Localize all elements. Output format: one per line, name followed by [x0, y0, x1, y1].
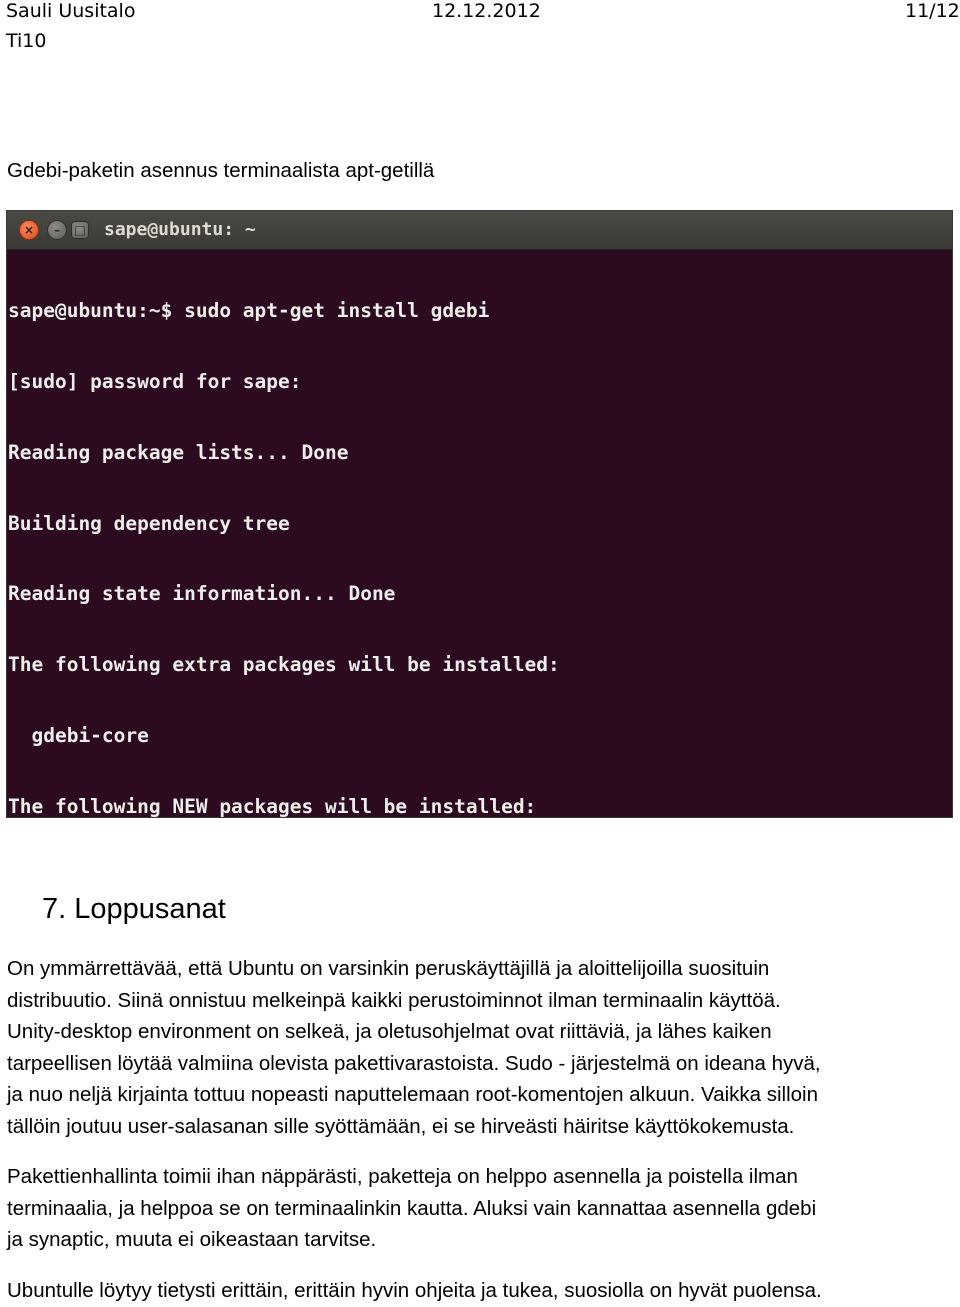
header-date: 12.12.2012 — [432, 0, 541, 22]
header-author: Sauli Uusitalo — [6, 0, 136, 22]
paragraph-conclusion — [7, 953, 821, 1143]
minimize-button[interactable] — [47, 220, 67, 240]
paragraph-line: ja nuo neljä kirjainta tottuu nopeasti naputtelemaan root-komentojen alkuun. Vaikka silloin — [7, 1083, 819, 1107]
paragraph-line: On ymmärrettävää, että Ubuntu on varsinkin peruskäyttäjillä ja aloittelijoilla suosituin — [7, 957, 770, 980]
paragraph-package-management — [7, 1161, 816, 1256]
terminal-line: The following extra packages will be installed: — [8, 653, 560, 677]
screenshot-caption: Gdebi-paketin asennus terminaalista apt-getillä — [7, 159, 435, 182]
section-heading: 7. Loppusanat — [42, 893, 226, 925]
terminal-line: [sudo] password for sape: — [8, 369, 302, 393]
terminal-output[interactable] — [7, 252, 952, 818]
close-icon: × — [23, 223, 35, 237]
paragraph-line: Pakettienhallinta toimii ihan näppärästi, paketteja on helppo asennella ja poistella ilman — [7, 1165, 798, 1188]
minimize-icon: – — [54, 223, 60, 237]
terminal-line: The following NEW packages will be installed: — [8, 794, 537, 818]
paragraph-support — [7, 1275, 822, 1307]
terminal-line: gdebi-core — [8, 723, 149, 747]
paragraph-line: distribuutio. Siinä onnistuu melkeinpä kaikki perustoiminnot ilman terminaalin käyttöä. — [7, 988, 781, 1012]
paragraph-line: ja synaptic, muuta ei oikeastaan tarvitse. — [7, 1228, 377, 1252]
terminal-line: Reading state information... Done — [8, 582, 396, 606]
paragraph-line: terminaalia, ja helppoa se on terminaalinkin kautta. Aluksi vain kannattaa asennella gdebi — [7, 1196, 817, 1220]
paragraph-line: tällöin joutuu user-salasanan sille syöttämään, ei se hirveästi häiritse käyttökokemusta. — [7, 1114, 795, 1138]
paragraph-line: Unity-desktop environment on selkeä, ja oletusohjelmat ovat riittäviä, ja lähes kaiken — [7, 1020, 772, 1044]
maximize-icon: □ — [74, 223, 86, 237]
maximize-button[interactable] — [71, 221, 89, 239]
terminal-line: Reading package lists... Done — [8, 440, 349, 464]
terminal-window — [6, 210, 953, 818]
header-class: Ti10 — [6, 30, 47, 52]
paragraph-line: Ubuntulle löytyy tietysti erittäin, erittäin hyvin ohjeita ja tukea, suosiolla on hyvät puolensa. — [7, 1279, 822, 1302]
close-button[interactable] — [19, 220, 39, 240]
terminal-titlebar — [7, 211, 952, 250]
terminal-line: sape@ubuntu:~$ sudo apt-get install gdebi — [8, 299, 490, 323]
header-page-number: 11/12 — [905, 0, 960, 22]
terminal-title: sape@ubuntu: ~ — [104, 219, 256, 240]
paragraph-line: tarpeellisen löytää valmiina olevista pakettivarastoista. Sudo - järjestelmä on ideana hyvä, — [7, 1051, 821, 1075]
terminal-line: Building dependency tree — [8, 511, 290, 535]
